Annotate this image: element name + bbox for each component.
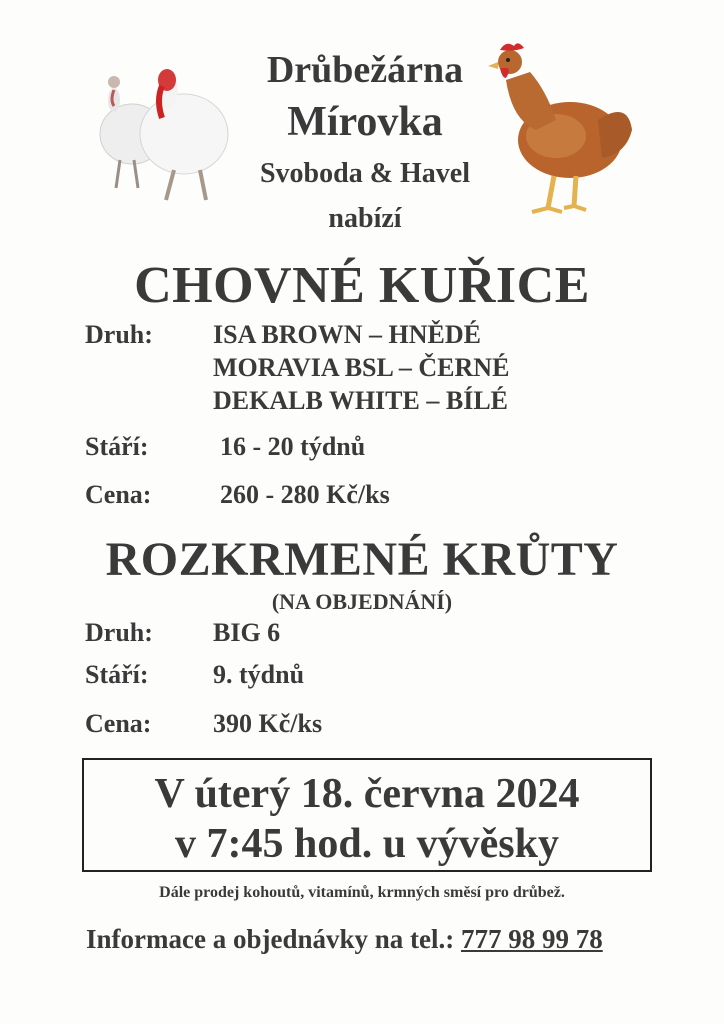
section2-subtitle: (NA OBJEDNÁNÍ): [271, 589, 453, 614]
owners: Svoboda & Havel: [259, 158, 471, 189]
section1-age-value: 16 - 20 týdnů: [220, 432, 366, 461]
section1-price-value: 260 - 280 Kč/ks: [220, 480, 390, 509]
extra-info: Dále prodej kohoutů, vitamínů, krmných směsí pro drůbež.: [159, 884, 565, 901]
section1-breed-2: MORAVIA BSL – ČERNÉ: [213, 353, 510, 382]
offers-text: nabízí: [328, 203, 402, 234]
section2-price-value: 390 Kč/ks: [213, 709, 323, 738]
section1-breed-3: DEKALB WHITE – BÍLÉ: [213, 386, 509, 415]
section1-price-label: Cena:: [85, 480, 152, 509]
section2-age-value: 9. týdnů: [213, 660, 305, 689]
section1-age-label: Stáří:: [85, 432, 149, 461]
section2-breed-label: Druh:: [85, 618, 153, 647]
section1-breed-1: ISA BROWN – HNĚDÉ: [213, 320, 481, 349]
section2-title: ROZKRMENÉ KRŮTY: [105, 533, 619, 586]
announcement-box: [82, 758, 652, 872]
section1-title: CHOVNÉ KUŘICE: [134, 257, 590, 314]
contact-line: [86, 924, 603, 955]
section2-breed-value: BIG 6: [213, 618, 281, 647]
section2-age-label: Stáří:: [85, 660, 149, 689]
section1-breed-label: Druh:: [85, 320, 153, 349]
announcement-date: V úterý 18. června 2024: [154, 771, 580, 817]
phone-number[interactable]: 777 98 99 78: [460, 924, 603, 954]
company-name-line2: Mírovka: [287, 99, 443, 145]
announcement-time-place: v 7:45 hod. u vývěsky: [175, 821, 559, 867]
section2-price-label: Cena:: [85, 709, 152, 738]
hen-image: [488, 40, 638, 220]
contact-text: Informace a objednávky na tel.:: [86, 924, 455, 954]
turkeys-image: [92, 62, 237, 207]
company-name-line1: Drůbežárna: [266, 49, 464, 91]
